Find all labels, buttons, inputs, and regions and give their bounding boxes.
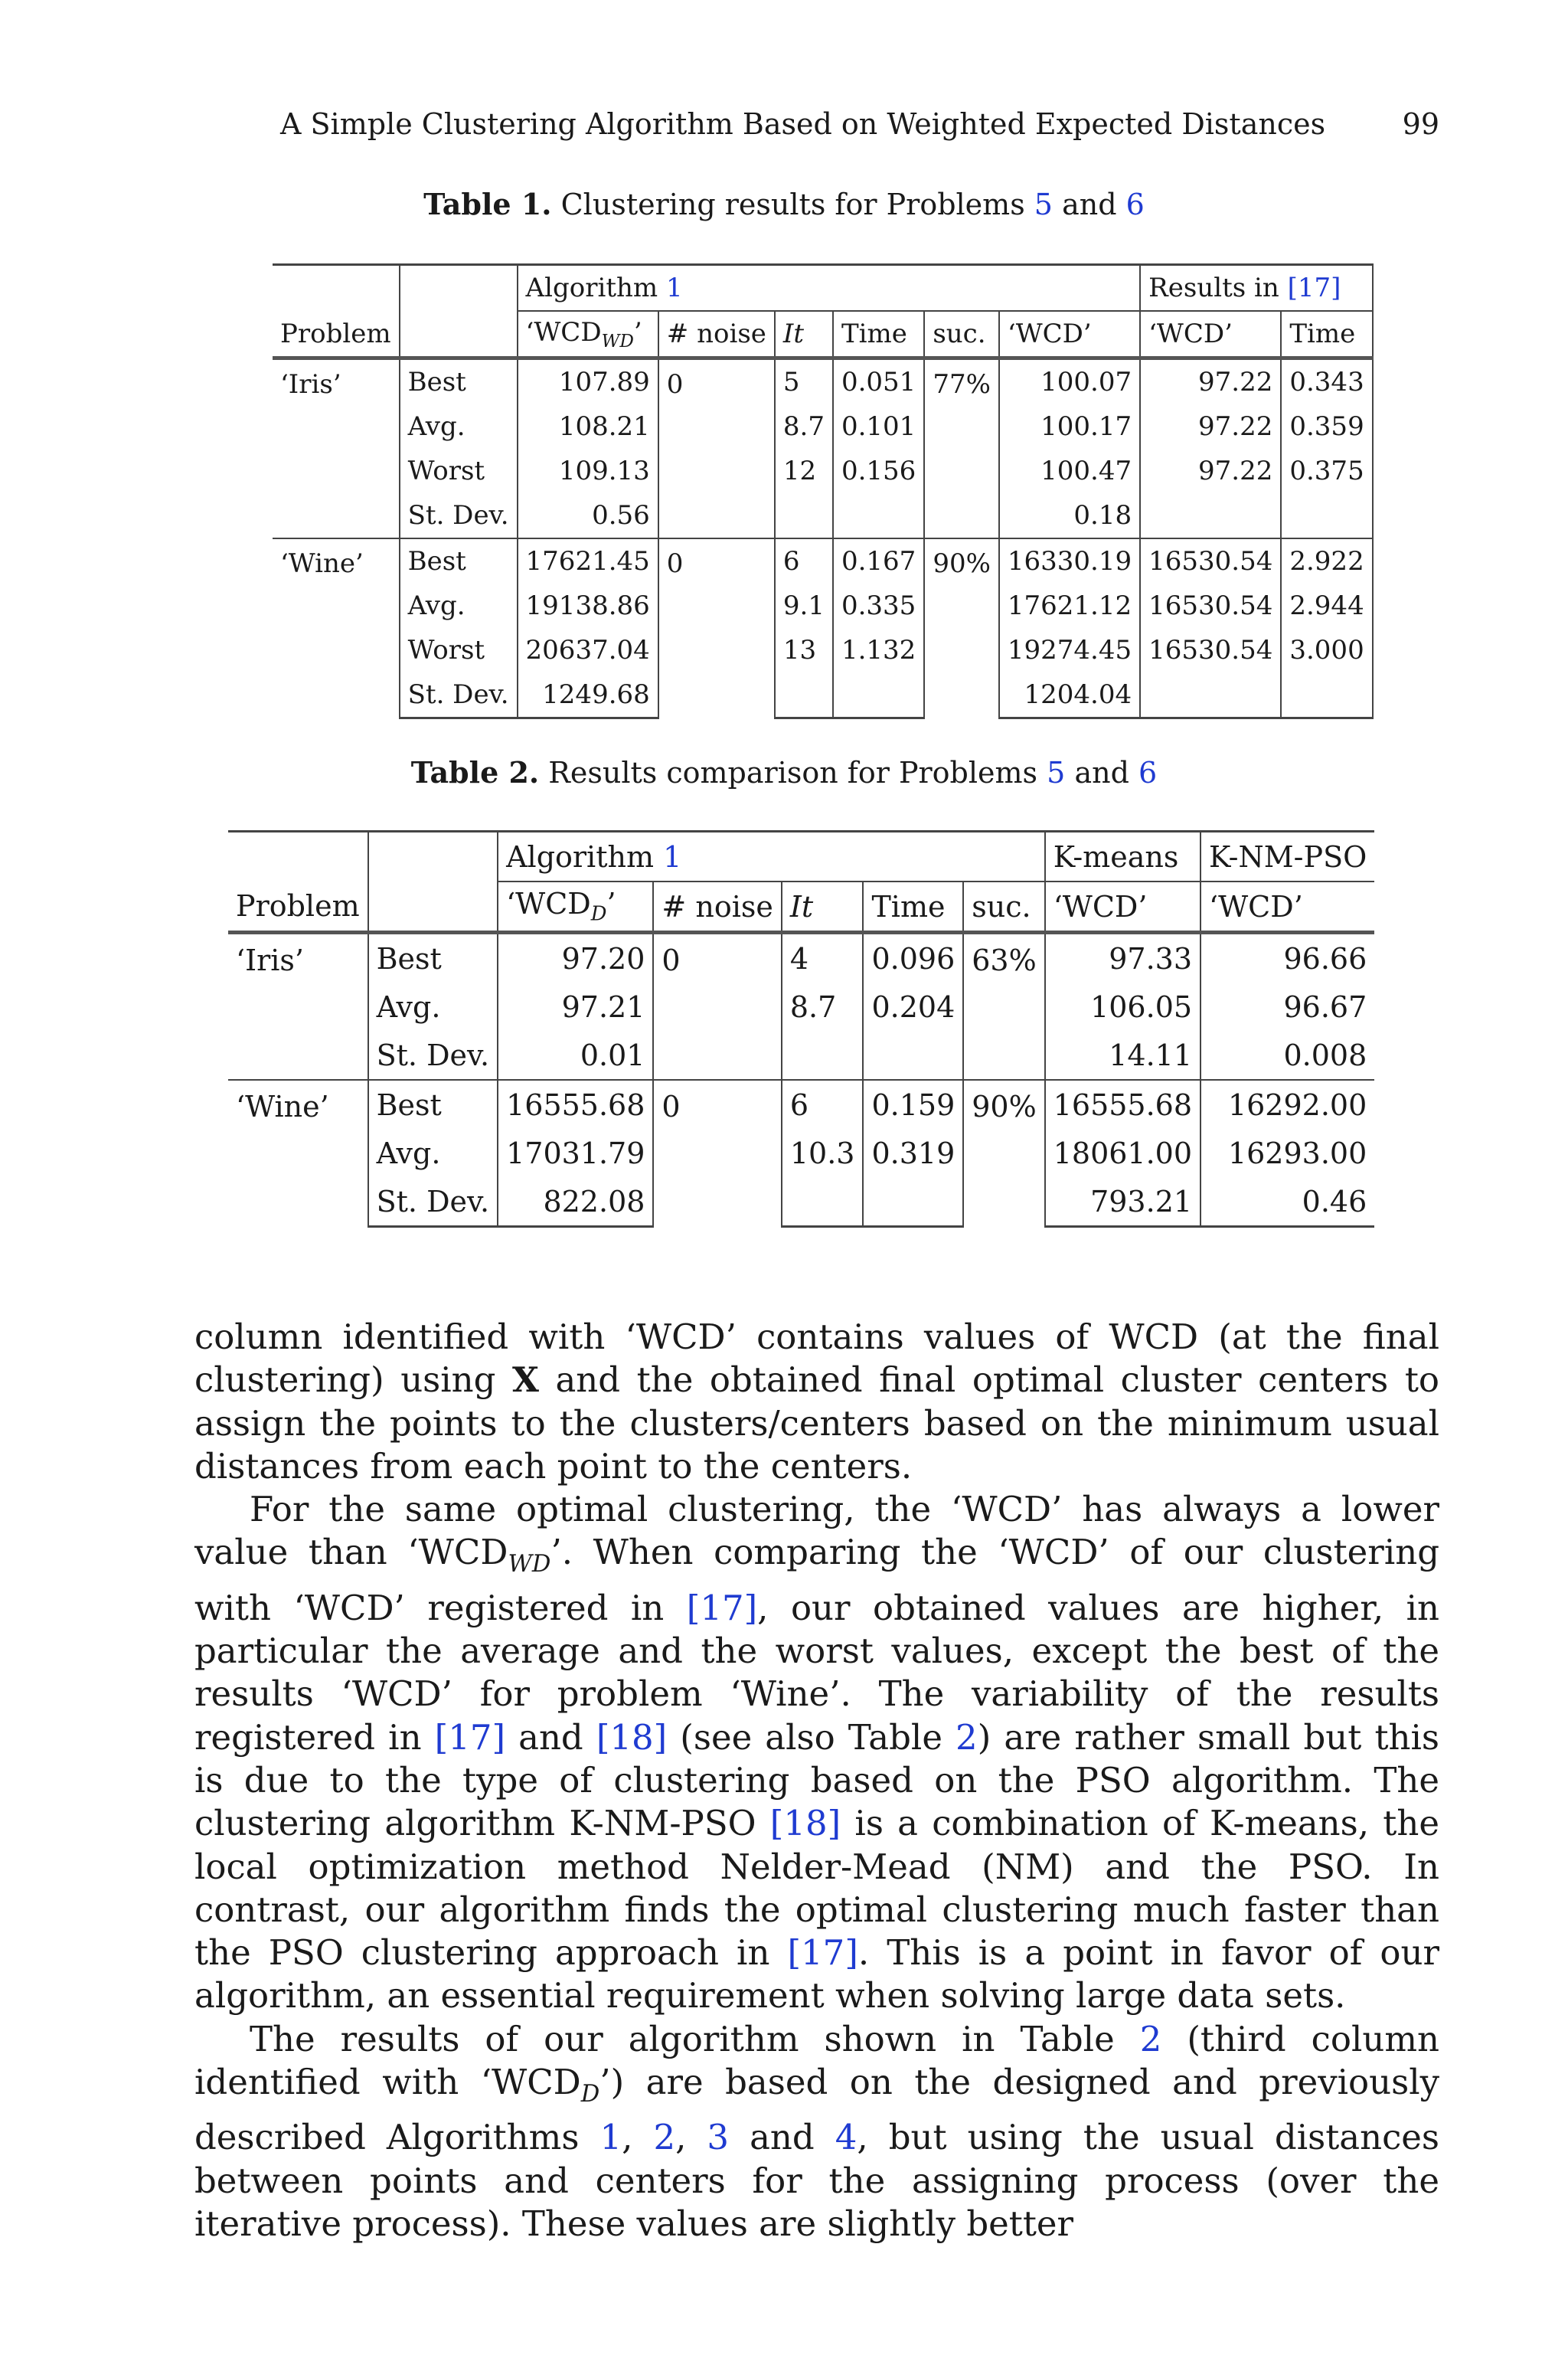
p2-ref-17a[interactable]: [17] [686,1587,758,1628]
p3-ref-alg2[interactable]: 2 [653,2117,676,2158]
table1-cell-time17: 0.375 [1281,449,1372,493]
p2-text-d: and [505,1716,596,1758]
table1 [273,263,1374,719]
table1-group-results: Results in [17] [1140,265,1373,312]
table2-caption-and: and [1074,756,1129,790]
table2-cell-wcd-kmeans: 18061.00 [1045,1129,1200,1177]
paragraph-3 [194,2018,1439,2246]
table-row [273,404,1373,449]
table2-cell-wcdd: 17031.79 [498,1129,653,1177]
table1-cell-time17: 2.944 [1281,584,1372,628]
table2-caption-label: Table 2. [410,755,540,790]
table2-cell-wcd-knmpso: 0.46 [1200,1177,1374,1227]
table1-row-label: Best [400,538,518,584]
table1-cell-wcdwd: 108.21 [518,404,658,449]
table2-cell-suc: 63% [963,933,1044,1081]
table1-col-it: It [775,311,833,358]
table1-col-wcd: ‘WCD’ [999,311,1140,358]
table-row [228,1129,1374,1177]
table1-problem-name: ‘Iris’ [280,369,341,400]
table2-row-label: Best [368,933,498,983]
table2-cell-wcd-knmpso: 96.67 [1200,983,1374,1031]
p3-subscript: D [580,2081,600,2108]
p2-ref-17b[interactable]: [17] [434,1716,506,1758]
table-row [273,493,1373,538]
table1-cell-time: 0.156 [833,449,924,493]
table-row [273,538,1373,584]
p2-ref-17c[interactable]: [17] [787,1932,858,1974]
table1-cell-time17: 2.922 [1281,538,1372,584]
table2-header-row-1 [228,832,1374,882]
table-ref-link[interactable]: 1 [665,273,683,303]
table1-cell-wcd: 100.17 [999,404,1140,449]
table2-group-algorithm: Algorithm 1 [498,832,1045,882]
running-title: A Simple Clustering Algorithm Based on Weighted Expected Distances [280,107,1326,141]
table2-cell-wcdd: 97.21 [498,983,653,1031]
table1-col-wcd17: ‘WCD’ [1140,311,1281,358]
table2-group-kmeans: K-means [1045,832,1200,882]
table-row [273,628,1373,672]
table1-cell-wcd17: 16530.54 [1140,628,1281,672]
table2-cell-wcd-kmeans: 16555.68 [1045,1080,1200,1129]
table-row [228,1031,1374,1080]
table1-cell-time: 0.051 [833,358,924,405]
table2-cell-time [863,1031,963,1080]
p3-ref-alg4[interactable]: 4 [835,2117,858,2158]
table2-header-row-2 [228,882,1374,933]
table2-caption-text: Results comparison for Problems [548,756,1038,790]
table1-header-row-1 [273,265,1373,312]
table1-problem-name: ‘Wine’ [273,538,400,718]
table1-row-label: Avg. [400,404,518,449]
table1-caption-ref-6[interactable]: 6 [1125,188,1145,221]
table1-col-wcdwd: ‘$WCD_{WD}$’ [518,311,658,358]
table1-cell-wcdwd: 0.56 [518,493,658,538]
p3-text-b: (third column identified with ‘WCD [194,2018,1439,2103]
table1-cell-wcd: 17621.12 [999,584,1140,628]
table1-col-time17: Time [1281,311,1372,358]
table2-row-label: St. Dev. [368,1177,498,1227]
table1-cell-wcdwd: 107.89 [518,358,658,405]
p3-ref-table2[interactable]: 2 [1139,2018,1162,2059]
p3-text-a: The results of our algorithm shown in Table [250,2018,1140,2059]
table1-cell-wcd17: 97.22 [1140,358,1281,405]
table1-cell-time17: 0.343 [1281,358,1372,405]
table2-row-label: Best [368,1080,498,1129]
table-row [273,584,1373,628]
table1-cell-it: 8.7 [775,404,833,449]
table2-header-blank-2 [368,832,498,882]
table1-cell-it: 12 [775,449,833,493]
table2-row-label: St. Dev. [368,1031,498,1080]
table1-header-row-2 [273,311,1373,358]
table2-cell-wcd-knmpso: 16293.00 [1200,1129,1374,1177]
table2-cell-wcd-kmeans: 793.21 [1045,1177,1200,1227]
p2-text-c: , our obtained values are higher, in particular the average and the worst values, except the best of the results ‘WCD’ for problem ‘Wine’. The variability of the results registered in [194,1587,1439,1758]
table1-caption [0,187,1568,221]
table2-cell-wcd-kmeans: 97.33 [1045,933,1200,983]
table1-cell-wcd17: 97.22 [1140,449,1281,493]
table-ref-link[interactable]: 1 [663,839,682,874]
table2-cell-it [782,1177,864,1227]
running-head [280,107,1439,141]
table1-cell-wcd17 [1140,672,1281,718]
table2-cell-suc: 90% [963,1080,1044,1227]
p3-text-g: , but using the usual distances between points and centers for the assigning process (over the iterative process). These values are slightly better [194,2117,1440,2244]
p2-text-g: is a combination of K-means, the local optimization method Nelder-Mead (NM) and the PSO. In contrast, our algorithm finds the optimal clustering much faster than the PSO clustering approach in [194,1803,1440,1974]
table1-col-blank [400,311,518,358]
table2-cell-it: 8.7 [782,983,864,1031]
table2-col-wcd-kmeans: ‘WCD’ [1045,882,1200,933]
table1-cell-it: 5 [775,358,833,405]
table1-row-label: Avg. [400,584,518,628]
p2-text-f: ) are rather small but this is due to the type of clustering based on the PSO algorithm. The clustering algorithm K-NM-PSO [194,1716,1439,1844]
page-number: 99 [1402,107,1439,141]
table1-col-noise: # noise [658,311,775,358]
table-row [273,358,1373,405]
table2-col-suc: suc. [963,882,1044,933]
table1-row-label: St. Dev. [400,493,518,538]
table2-body [228,832,1374,1227]
table2-cell-wcdd: 97.20 [498,933,653,983]
table1-col-problem: Problem [273,311,400,358]
table1-cell-wcd17 [1140,493,1281,538]
table1-header-blank-2 [400,265,518,312]
table1-cell-time: 0.167 [833,538,924,584]
table2-problem-name: ‘Wine’ [228,1080,368,1227]
table1-caption-ref-5[interactable]: 5 [1034,188,1053,221]
p1-text-a: column identified with ‘WCD’ contains values of WCD (at the final clustering) using [194,1317,1439,1401]
table1-cell-time17: 0.359 [1281,404,1372,449]
p2-ref-18b[interactable]: [18] [769,1803,841,1844]
body-text [194,1316,1439,2246]
table2-group-knmpso: K-NM-PSO [1200,832,1374,882]
table1-cell-wcdwd: 17621.45 [518,538,658,584]
table1-header-blank-1 [273,265,400,312]
table1-cell-time17: 3.000 [1281,628,1372,672]
table1-cell-time [833,493,924,538]
table2-col-wcd-knmpso: ‘WCD’ [1200,882,1374,933]
p1-text-b: and the obtained final optimal cluster centers to assign the points to the clusters/centers based on the minimum usual distances from each point to the centers. [194,1359,1439,1487]
table1-caption-and: and [1062,188,1117,221]
table2-cell-time [863,1177,963,1227]
p3-text-e: , [675,2117,707,2158]
table2-col-time: Time [863,882,963,933]
table2-col-wcdd: ‘$WCD_D$’ [498,882,653,933]
table2-col-blank [368,882,498,933]
table1-cell-time17 [1281,672,1372,718]
paragraph-2 [194,1488,1439,2018]
table2-cell-time: 0.159 [863,1080,963,1129]
table1-caption-label: Table 1. [423,187,552,221]
table1-caption-text: Clustering results for Problems [560,188,1025,221]
table2-cell-time: 0.204 [863,983,963,1031]
table-row [228,933,1374,983]
table1-row-label: Worst [400,628,518,672]
table1-cell-wcd17: 97.22 [1140,404,1281,449]
table1-cell-noise: 0 [658,538,775,718]
p3-ref-alg1[interactable]: 1 [599,2117,622,2158]
table1-cell-wcd17: 16530.54 [1140,538,1281,584]
table1-row-label: Best [400,358,518,405]
table1-cell-wcd: 100.07 [999,358,1140,405]
table1-cell-wcd: 0.18 [999,493,1140,538]
table1-cell-wcdwd: 1249.68 [518,672,658,718]
p2-text-b: ’. When comparing the ‘WCD’ of our clustering with ‘WCD’ registered in [194,1532,1440,1628]
table2-cell-wcd-kmeans: 14.11 [1045,1031,1200,1080]
table1-cell-wcdwd: 20637.04 [518,628,658,672]
table1-cell-wcd: 100.47 [999,449,1140,493]
p1-bold-x: X [512,1359,539,1401]
table2-caption-ref-6[interactable]: 6 [1138,756,1158,790]
p2-text-e: (see also Table [667,1716,956,1758]
table1-cell-wcdwd: 19138.86 [518,584,658,628]
table2-cell-noise: 0 [653,1080,781,1227]
table1-cell-it: 13 [775,628,833,672]
table2-col-noise: # noise [653,882,781,933]
table2-problem-name: ‘Iris’ [236,944,304,977]
table2-cell-wcd-knmpso: 0.008 [1200,1031,1374,1080]
table2-header-blank-1 [228,832,368,882]
table2-row-label: Avg. [368,1129,498,1177]
table1-cell-time17 [1281,493,1372,538]
table1-cell-wcd: 16330.19 [999,538,1140,584]
table1-cell-time: 0.335 [833,584,924,628]
table2-cell-wcdd: 0.01 [498,1031,653,1080]
table1-cell-wcd17: 16530.54 [1140,584,1281,628]
p2-text-h: . This is a point in favor of our algorithm, an essential requirement when solving large data sets. [194,1932,1440,2017]
table1-cell-time: 1.132 [833,628,924,672]
table2-cell-wcd-knmpso: 16292.00 [1200,1080,1374,1129]
table1-group-algorithm: Algorithm 1 [518,265,1141,312]
table2-col-it: It [782,882,864,933]
p2-text-a: For the same optimal clustering, the ‘WCD’ has always a lower value than ‘WCD [194,1489,1439,1573]
table2-col-problem: Problem [228,882,368,933]
table-row [273,449,1373,493]
table1-cell-time: 0.101 [833,404,924,449]
table2-cell-time: 0.096 [863,933,963,983]
table2-cell-wcd-knmpso: 96.66 [1200,933,1374,983]
table1-cell-noise: 0 [658,358,775,539]
paragraph-1 [194,1316,1439,1488]
table2-cell-it: 6 [782,1080,864,1129]
table1-cell-it: 9.1 [775,584,833,628]
table2-caption-ref-5[interactable]: 5 [1047,756,1066,790]
table1-cell-it [775,672,833,718]
table1-cell-it: 6 [775,538,833,584]
table1-cell-wcdwd: 109.13 [518,449,658,493]
table1-cell-suc: 77% [924,358,999,539]
table2-cell-it [782,1031,864,1080]
table2-cell-wcd-kmeans: 106.05 [1045,983,1200,1031]
p3-ref-alg3[interactable]: 3 [707,2117,730,2158]
table2-cell-time: 0.319 [863,1129,963,1177]
table2-cell-it: 4 [782,933,864,983]
table2-caption [0,755,1568,790]
p2-ref-table2[interactable]: 2 [956,1716,978,1758]
p3-text-c: ’) are based on the designed and previously described Algorithms [194,2062,1440,2158]
table1-cell-it [775,493,833,538]
table2-row-label: Avg. [368,983,498,1031]
p3-text-d: , [622,2117,654,2158]
p3-text-f: and [729,2117,835,2158]
table1-row-label: Worst [400,449,518,493]
table2-cell-noise: 0 [653,933,781,1081]
table1-row-label: St. Dev. [400,672,518,718]
table2-cell-wcdd: 822.08 [498,1177,653,1227]
table1-cell-wcd: 19274.45 [999,628,1140,672]
table2 [228,830,1374,1228]
table-row [228,1177,1374,1227]
table1-body [273,265,1373,718]
table1-cell-time [833,672,924,718]
table1-col-suc: suc. [924,311,999,358]
table-row [228,1080,1374,1129]
table2-cell-wcdd: 16555.68 [498,1080,653,1129]
table1-col-time: Time [833,311,924,358]
table2-cell-it: 10.3 [782,1129,864,1177]
p2-subscript: WD [508,1551,551,1578]
table1-cell-wcd: 1204.04 [999,672,1140,718]
table-row [228,983,1374,1031]
table-ref-link[interactable]: [17] [1287,273,1341,303]
table1-cell-suc: 90% [924,538,999,718]
p2-ref-18a[interactable]: [18] [596,1716,668,1758]
table-row [273,672,1373,718]
